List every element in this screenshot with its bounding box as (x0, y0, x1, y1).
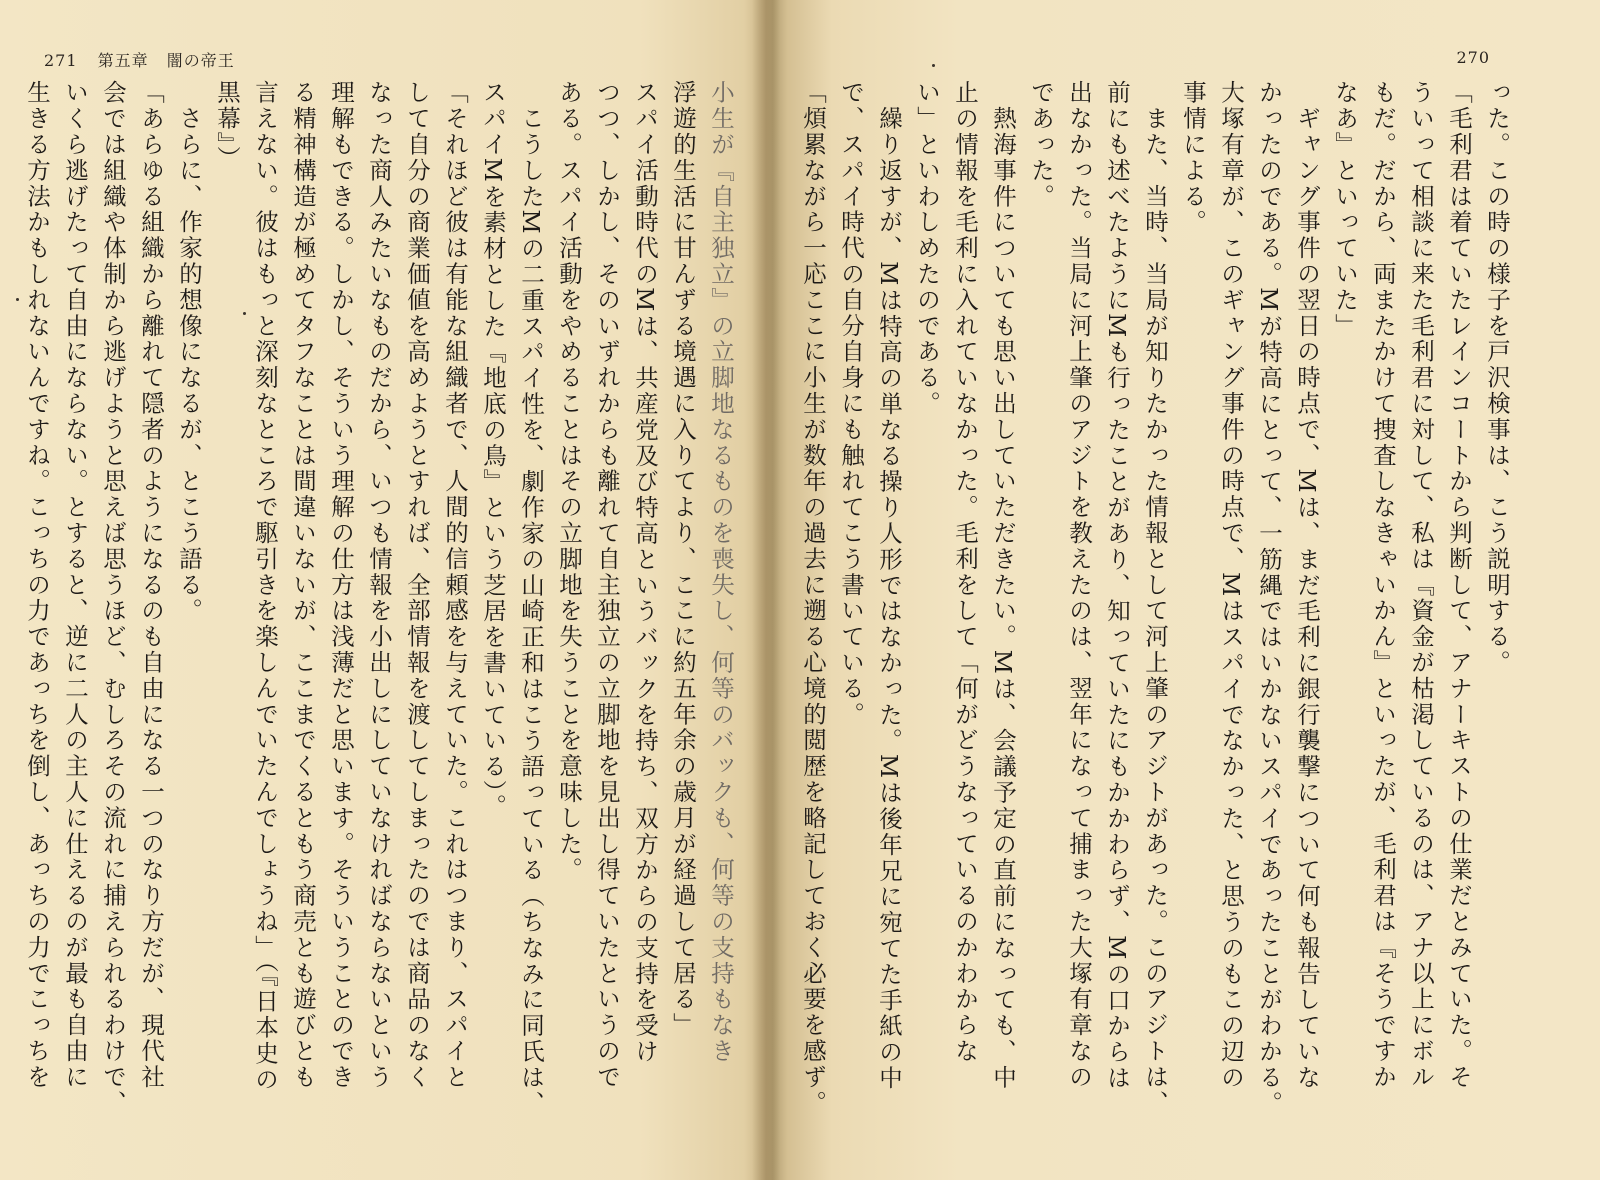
text-column: スパイMを素材とした『地底の鳥』という芝居を書いている）。 (479, 80, 507, 820)
text-column: 生きる方法かもしれないんですね。こっちの力であっちを倒し、あっちの力でこっちを (23, 80, 51, 1091)
right-page (776, 0, 1600, 1180)
text-column: る精神構造が極めてタフなことは間違いないが、ここまでくるともう商売とも遊びとも (289, 80, 317, 1091)
text-column: ある。スパイ活動をやめることはその立脚地を失うことを意味した。 (555, 80, 583, 883)
text-column: なあ』といっていた」 (1331, 80, 1359, 339)
text-column: 「毛利君は着ていたレインコートから判断して、アナーキストの仕業だとみていた。そ (1445, 80, 1473, 1091)
right-page-text (799, 80, 1516, 1120)
print-speck (243, 312, 246, 315)
print-speck (16, 298, 19, 301)
left-page-header (44, 48, 235, 71)
text-column: 小生が『自主独立』の立脚地なるものを喪失し、何等のバックも、何等の支持もなき (707, 80, 735, 1065)
chapter-number: 第五章 (97, 51, 149, 70)
text-column: い」といわしめたのである。 (913, 80, 941, 417)
text-column: 理解もできる。しかし、そういう理解の仕方は浅薄だと思います。そういうことのでき (327, 80, 355, 1091)
text-column: つつ、しかし、そのいずれからも離れて自主独立の立脚地を見出し得ていたというので (593, 80, 621, 1091)
text-column: 繰り返すが、Mは特高の単なる操り人形ではなかった。Mは後年兄に宛てた手紙の中 (875, 80, 903, 1092)
text-column: 「それほど彼は有能な組織者で、人間的信頼感を与えていた。これはつまり、スパイと (441, 80, 469, 1091)
text-column: かったのである。Mが特高にとって、一筋縄ではいかないスパイであったことがわかる。 (1255, 80, 1283, 1117)
left-page (0, 0, 760, 1180)
text-column: 黒幕』） (213, 80, 241, 172)
text-column: 熱海事件についても思い出していただきたい。Mは、会議予定の直前になっても、中 (989, 80, 1017, 1091)
text-column: もだ。だから、両またかけて捜査しなきゃいかん』といったが、毛利君は『そうですか (1369, 80, 1397, 1091)
right-page-header (1456, 48, 1490, 67)
text-column: った。この時の様子を戸沢検事は、こう説明する。 (1483, 80, 1511, 676)
text-column: ギャング事件の翌日の時点で、Mは、まだ毛利に銀行襲撃について何も報告していな (1293, 80, 1321, 1091)
print-speck (932, 64, 935, 67)
text-column: 会では組織や体制から逃げようと思えば思うほど、むしろその流れに捕えられるわけで、 (99, 80, 127, 1116)
text-column: こうしたMの二重スパイ性を、劇作家の山崎正和はこう語っている（ちなみに同氏は、 (517, 80, 545, 1117)
text-column: スパイ活動時代のMは、共産党及び特高というバックを持ち、双方からの支持を受け (631, 80, 659, 1065)
left-page-text (23, 80, 740, 1120)
text-column: 出なかった。当局に河上肇のアジトを教えたのは、翌年になって捕まった大塚有章なの (1065, 80, 1093, 1091)
text-column: 「あらゆる組織から離れて隠者のようになるのも自由になる一つのなり方だが、現代社 (137, 80, 165, 1091)
text-column: であった。 (1027, 80, 1055, 210)
chapter-title: 闇の帝王 (166, 51, 235, 70)
text-column: して自分の商業価値を高めようとすれば、全部情報を渡してしまったのでは商品のなく (403, 80, 431, 1091)
text-column: さらに、作家的想像になるが、とこう語る。 (175, 80, 203, 624)
text-column: 言えない。彼はもっと深刻なところで駆引きを楽しんでいたんでしょうね」（『日本史の (251, 80, 279, 1093)
text-column: 大塚有章が、このギャング事件の時点で、Mはスパイでなかった、と思うのもこの辺の (1217, 80, 1245, 1091)
text-column: 前にも述べたようにMも行ったことがあり、知っていたにもかかわらず、Mの口からは (1103, 80, 1131, 1092)
left-page-number: 271 (44, 51, 78, 70)
text-column: 事情による。 (1179, 80, 1207, 236)
text-column: なった商人みたいなものだから、いつも情報を小出しにしていなければならないという (365, 80, 393, 1091)
text-column: で、スパイ時代の自分自身にも触れてこう書いている。 (837, 80, 865, 728)
text-column: 「煩累ながら一応ここに小生が数年の過去に遡る心境的閲歴を略記しておく必要を感ず。 (799, 80, 827, 1116)
text-column: いくら逃げたって自由にならない。とすると、逆に二人の主人に仕えるのが最も自由に (61, 80, 89, 1091)
text-column: ういって相談に来た毛利君に対して、私は『資金が枯渇しているのは、アナ以上にボル (1407, 80, 1435, 1091)
right-page-number: 270 (1456, 48, 1490, 67)
text-column: また、当時、当局が知りたかった情報として河上肇のアジトがあった。このアジトは、 (1141, 80, 1169, 1116)
text-column: 止の情報を毛利に入れていなかった。毛利をして「何がどうなっているのかわからな (951, 80, 979, 1065)
text-column: 浮遊的生活に甘んずる境遇に入りてより、ここに約五年余の歳月が経過して居る」 (669, 80, 697, 1039)
